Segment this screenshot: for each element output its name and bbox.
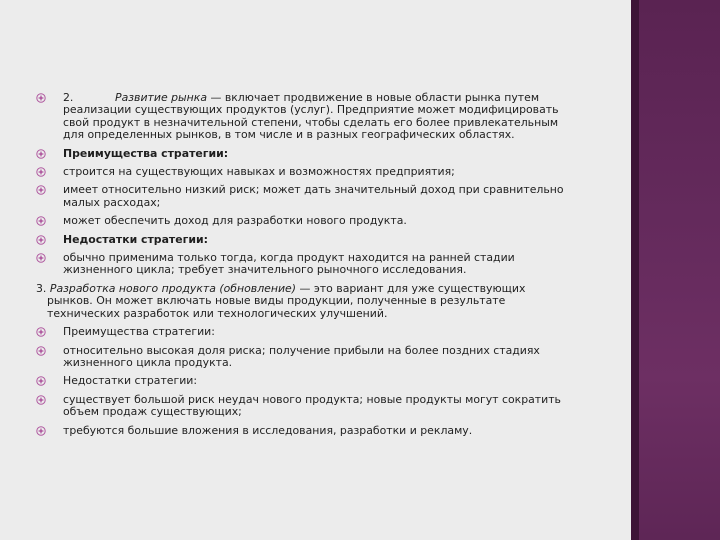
item-text: требуются большие вложения в исследования, разработки и рекламу. <box>63 423 473 437</box>
item-text: объем продаж существующих; <box>63 405 242 419</box>
item-heading: Преимущества стратегии: <box>63 146 229 160</box>
ring-star-icon <box>36 327 46 337</box>
item-number: 2. <box>63 91 74 104</box>
ring-star-icon <box>36 426 46 436</box>
list-item <box>36 326 606 338</box>
item-text: малых расходах; <box>63 195 161 209</box>
list-item <box>36 234 606 246</box>
side-accent-bar <box>631 0 639 540</box>
ring-star-icon <box>36 167 46 177</box>
list-item <box>36 148 606 160</box>
ring-star-icon <box>36 395 46 405</box>
ring-star-icon <box>36 185 46 195</box>
item-text: — это вариант для уже существующих <box>296 281 526 295</box>
item-title: Развитие рынка <box>115 91 207 104</box>
ring-star-icon <box>36 376 46 386</box>
list-item <box>36 92 606 142</box>
item-heading: Недостатки стратегии: <box>63 232 208 246</box>
ring-star-icon <box>36 253 46 263</box>
ring-star-icon <box>36 235 46 245</box>
item-title: Разработка нового продукта (обновление) <box>49 281 297 295</box>
list-item <box>36 166 606 178</box>
ring-star-icon <box>36 93 46 103</box>
list-item <box>36 283 606 320</box>
list-item <box>36 425 606 437</box>
list-item <box>36 184 606 209</box>
ring-star-icon <box>36 149 46 159</box>
item-heading: Преимущества стратегии: <box>63 325 215 339</box>
item-text: рынков. Он может включать новые виды продукции, полученные в результате <box>47 294 506 308</box>
item-text: обычно применима только тогда, когда продукт находится на ранней стадии <box>63 251 515 265</box>
item-text: имеет относительно низкий риск; может дать значительный доход при сравнительно <box>63 183 564 197</box>
item-text: для определенных рынков, в том числе и в разных географических областях. <box>63 128 515 142</box>
item-heading: Недостатки стратегии: <box>63 374 198 388</box>
item-text: строится на существующих навыках и возможностях предприятия; <box>63 165 455 179</box>
item-text: свой продукт в незначительной степени, чтобы сделать его более привлекательным <box>63 115 559 129</box>
item-text: жизненного цикла продукта. <box>63 355 233 369</box>
item-text: — включает продвижение в новые области рынка путем <box>207 91 540 104</box>
ring-star-icon <box>36 216 46 226</box>
list-item <box>36 252 606 277</box>
item-text: может обеспечить доход для разработки нового продукта. <box>63 214 407 228</box>
list-item <box>36 345 606 370</box>
list-item <box>36 375 606 387</box>
item-text: реализации существующих продуктов (услуг). Предприятие может модифицировать <box>63 103 559 117</box>
item-text: относительно высокая доля риска; получение прибыли на более поздних стадиях <box>63 343 540 357</box>
item-text: существует большой риск неудач нового продукта; новые продукты могут сократить <box>63 392 561 406</box>
item-text: жизненного цикла; требует значительного рыночного исследования. <box>63 263 467 277</box>
list-item <box>36 215 606 227</box>
list-item <box>36 394 606 419</box>
item-text: технических разработок или технологических улучшений. <box>47 306 388 320</box>
side-panel <box>639 0 720 540</box>
item-number: 3. <box>36 281 47 295</box>
ring-star-icon <box>36 346 46 356</box>
slide-content <box>36 92 606 443</box>
